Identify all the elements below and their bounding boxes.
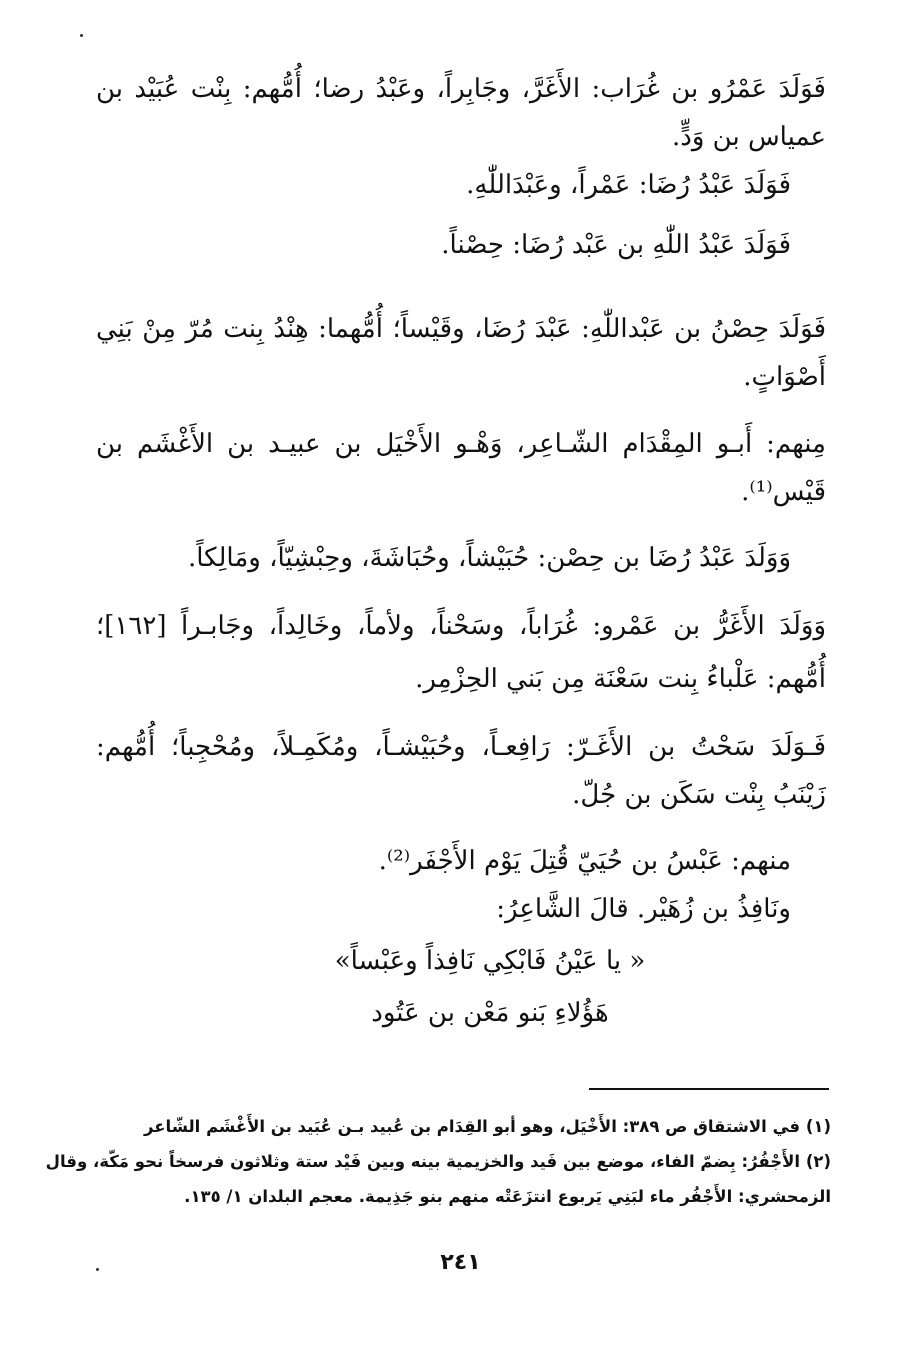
body-line-5: فَوَلَدَ حِصْنُ بن عَبْداللّٰهِ: عَبْدَ رُضَا، وقَيْساً؛ أُمُّهما: هِنْدُ بِنت مُرّ مِنْ بَنِي	[96, 314, 826, 344]
body-line-7: مِنهم: أَبـو المِقْدَام الشّـاعِر، وَهْـو الأَخْيَل بن عبيـد بن الأَغْشَم بن	[96, 429, 826, 459]
body-line-8: قَيْس⁽¹⁾.	[741, 477, 826, 507]
body-line-9: وَوَلَدَ عَبْدُ رُضَا بن حِصْن: حُبَيْشاً، وحُبَاشَةَ، وحِبْشِيّاً، ومَالِكاً.	[187, 543, 791, 573]
body-line-15: ونَافِذُ بن زُهَيْر. قالَ الشَّاعِرُ:	[496, 894, 791, 924]
body-line-13: زَيْنَبُ بِنْت سَكَن بن جُلّ.	[572, 780, 826, 810]
footnote-2-continued: الزمحشري: الأَجْفُر ماء لبَنِي يَربوع انتزَعَتْه منهم بنو جَذِيمة. معجم البلدان ١/ ١٣٥.	[184, 1187, 831, 1206]
body-line-14: منهم: عَبْسُ بن حُيَيّ قُتِلَ يَوْم الأَجْفَر⁽²⁾.	[378, 846, 791, 876]
scan-speck	[96, 1268, 99, 1271]
verse-line-2: هَؤُلاءِ بَنو مَعْن بن عَتُود	[371, 998, 609, 1028]
body-line-4: فَوَلَدَ عَبْدُ اللّٰهِ بن عَبْد رُضَا: حِصْناً.	[441, 230, 791, 260]
footnote-separator	[589, 1088, 829, 1090]
page-number: ٢٤١	[440, 1250, 481, 1275]
body-line-11: أُمُّهم: عَلْباءُ بِنت سَعْنَة مِن بَني الحِزْمِر.	[415, 664, 826, 694]
body-line-10: وَوَلَدَ الأَغَرُّ بن عَمْرو: غُرَاباً، وسَحْناً، ولأماً، وخَالِداً، وجَابـراً [١٦٢]؛	[96, 611, 826, 641]
verse-line-1: « يا عَيْنُ فَابْكِي نَافِذاً وعَبْساً»	[334, 946, 646, 976]
footnote-2: (٢) الأَجْفُرُ: بِضمّ الفاء، موضع بين فَيد والخزيمية بينه وبين فَيْد ستة وثلاثون فرسخاً نحو مَكّة، وقال	[45, 1152, 831, 1171]
body-line-2: عمياس بن وَدٍّ.	[671, 122, 826, 152]
body-line-3: فَوَلَدَ عَبْدُ رُضَا: عَمْراً، وعَبْدَاللّٰهِ.	[466, 170, 791, 200]
body-line-12: فَـوَلَدَ سَحْتُ بن الأَغَـرّ: رَافِعـاً، وحُبَيْشـاً، ومُكَمِـلاً، ومُحْجِباً؛ أُمُّهم:	[96, 732, 826, 762]
body-line-1: فَوَلَدَ عَمْرُو بن غُرَاب: الأَغَرَّ، وجَابِراً، وعَبْدُ رضا؛ أُمُّهم: بِنْت عُبَيْد بن	[96, 74, 826, 104]
footnote-1: (١) في الاشتقاق ص ٣٨٩: الأَخْيَل، وهو أبو القِدَام بن عُبيد بـن عُبَيد بن الأَغْشَم الشّاعر	[143, 1117, 831, 1136]
body-line-6: أَصْوَاتٍ.	[743, 362, 826, 392]
scan-speck	[80, 34, 83, 37]
